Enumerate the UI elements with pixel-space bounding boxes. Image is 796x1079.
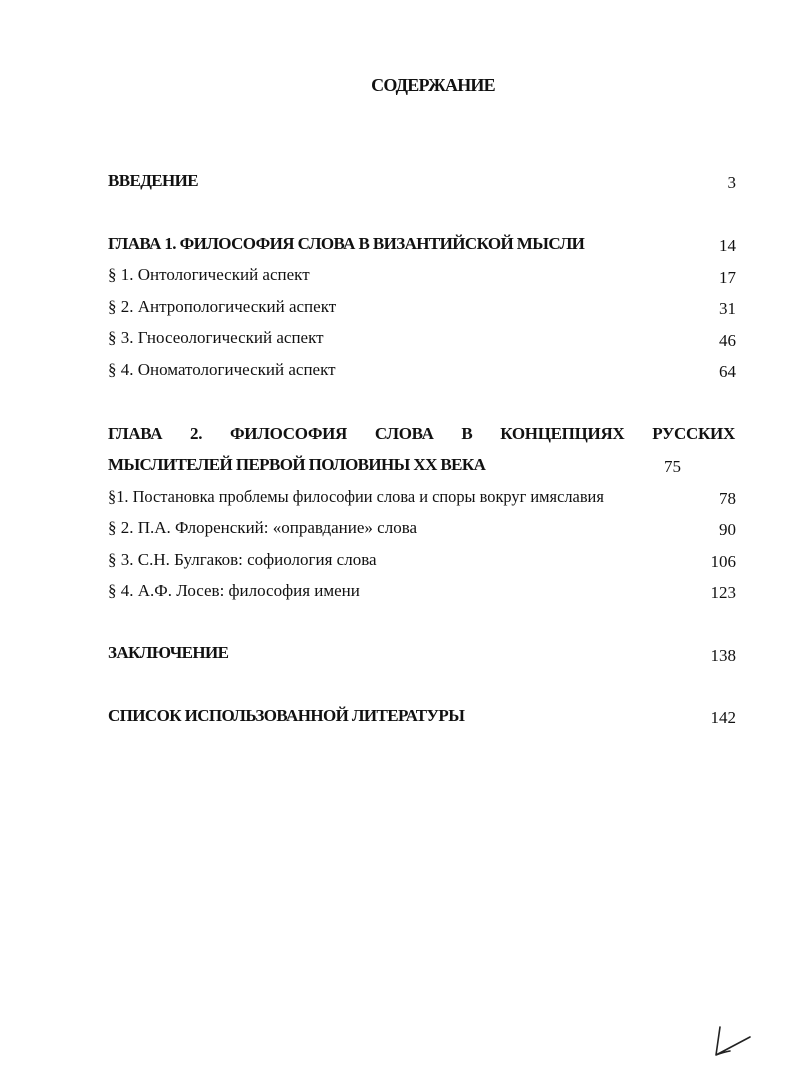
toc-ch2-section-2-page: 90 bbox=[719, 520, 736, 539]
page-title: СОДЕРЖАНИЕ bbox=[371, 75, 495, 95]
toc-chapter2-heading-line2: МЫСЛИТЕЛЕЙ ПЕРВОЙ ПОЛОВИНЫ XX ВЕКА bbox=[108, 455, 486, 474]
toc-ch1-section-3: § 3. Гносеологический аспект bbox=[108, 328, 324, 347]
toc-conclusion-label: ЗАКЛЮЧЕНИЕ bbox=[108, 643, 229, 662]
toc-ch2-section-2: § 2. П.А. Флоренский: «оправдание» слова bbox=[108, 518, 418, 537]
toc-chapter1-page: 14 bbox=[719, 236, 736, 255]
toc-ch2-section-3-page: 106 bbox=[710, 552, 736, 571]
toc-ch1-section-2-page: 31 bbox=[719, 299, 736, 318]
toc-ch2-section-4-page: 123 bbox=[710, 583, 736, 602]
toc-chapter2-word: СЛОВА bbox=[374, 424, 434, 443]
toc-conclusion-page: 138 bbox=[710, 646, 736, 665]
toc-ch2-section-1-page: 78 bbox=[719, 489, 736, 508]
toc-ch1-section-4-page: 64 bbox=[719, 362, 736, 381]
toc-ch1-section-3-page: 46 bbox=[719, 331, 736, 350]
toc-chapter1-heading: ГЛАВА 1. ФИЛОСОФИЯ СЛОВА В ВИЗАНТИЙСКОЙ МЫСЛИ bbox=[108, 234, 585, 253]
toc-chapter2-heading-line1 bbox=[108, 424, 735, 444]
toc-ch1-section-4: § 4. Ономатологический аспект bbox=[108, 360, 336, 379]
toc-chapter2-page: 75 bbox=[664, 457, 681, 476]
toc-ch1-section-1: § 1. Онтологический аспект bbox=[108, 265, 310, 284]
toc-bibliography-page: 142 bbox=[710, 708, 736, 727]
toc-chapter2-word: ГЛАВА bbox=[108, 424, 163, 443]
toc-ch2-section-1: §1. Постановка проблемы философии слова и споры вокруг имяславия bbox=[108, 487, 604, 506]
handwritten-signature-icon bbox=[712, 1025, 752, 1059]
toc-ch1-section-2: § 2. Антропологический аспект bbox=[108, 297, 337, 316]
toc-bibliography-label: СПИСОК ИСПОЛЬЗОВАННОЙ ЛИТЕРАТУРЫ bbox=[108, 706, 465, 725]
toc-chapter2-word: 2. bbox=[190, 424, 203, 443]
toc-intro-page: 3 bbox=[727, 173, 736, 192]
toc-chapter2-word: КОНЦЕПЦИЯХ bbox=[500, 424, 625, 443]
toc-ch1-section-1-page: 17 bbox=[719, 268, 736, 287]
toc-intro-label: ВВЕДЕНИЕ bbox=[108, 171, 199, 190]
toc-chapter2-word: РУССКИХ bbox=[652, 424, 735, 443]
toc-ch2-section-3: § 3. С.Н. Булгаков: софиология слова bbox=[108, 550, 377, 569]
toc-ch2-section-4: § 4. А.Ф. Лосев: философия имени bbox=[108, 581, 360, 600]
toc-chapter2-word: ФИЛОСОФИЯ bbox=[230, 424, 348, 443]
toc-chapter2-word: В bbox=[461, 424, 473, 443]
